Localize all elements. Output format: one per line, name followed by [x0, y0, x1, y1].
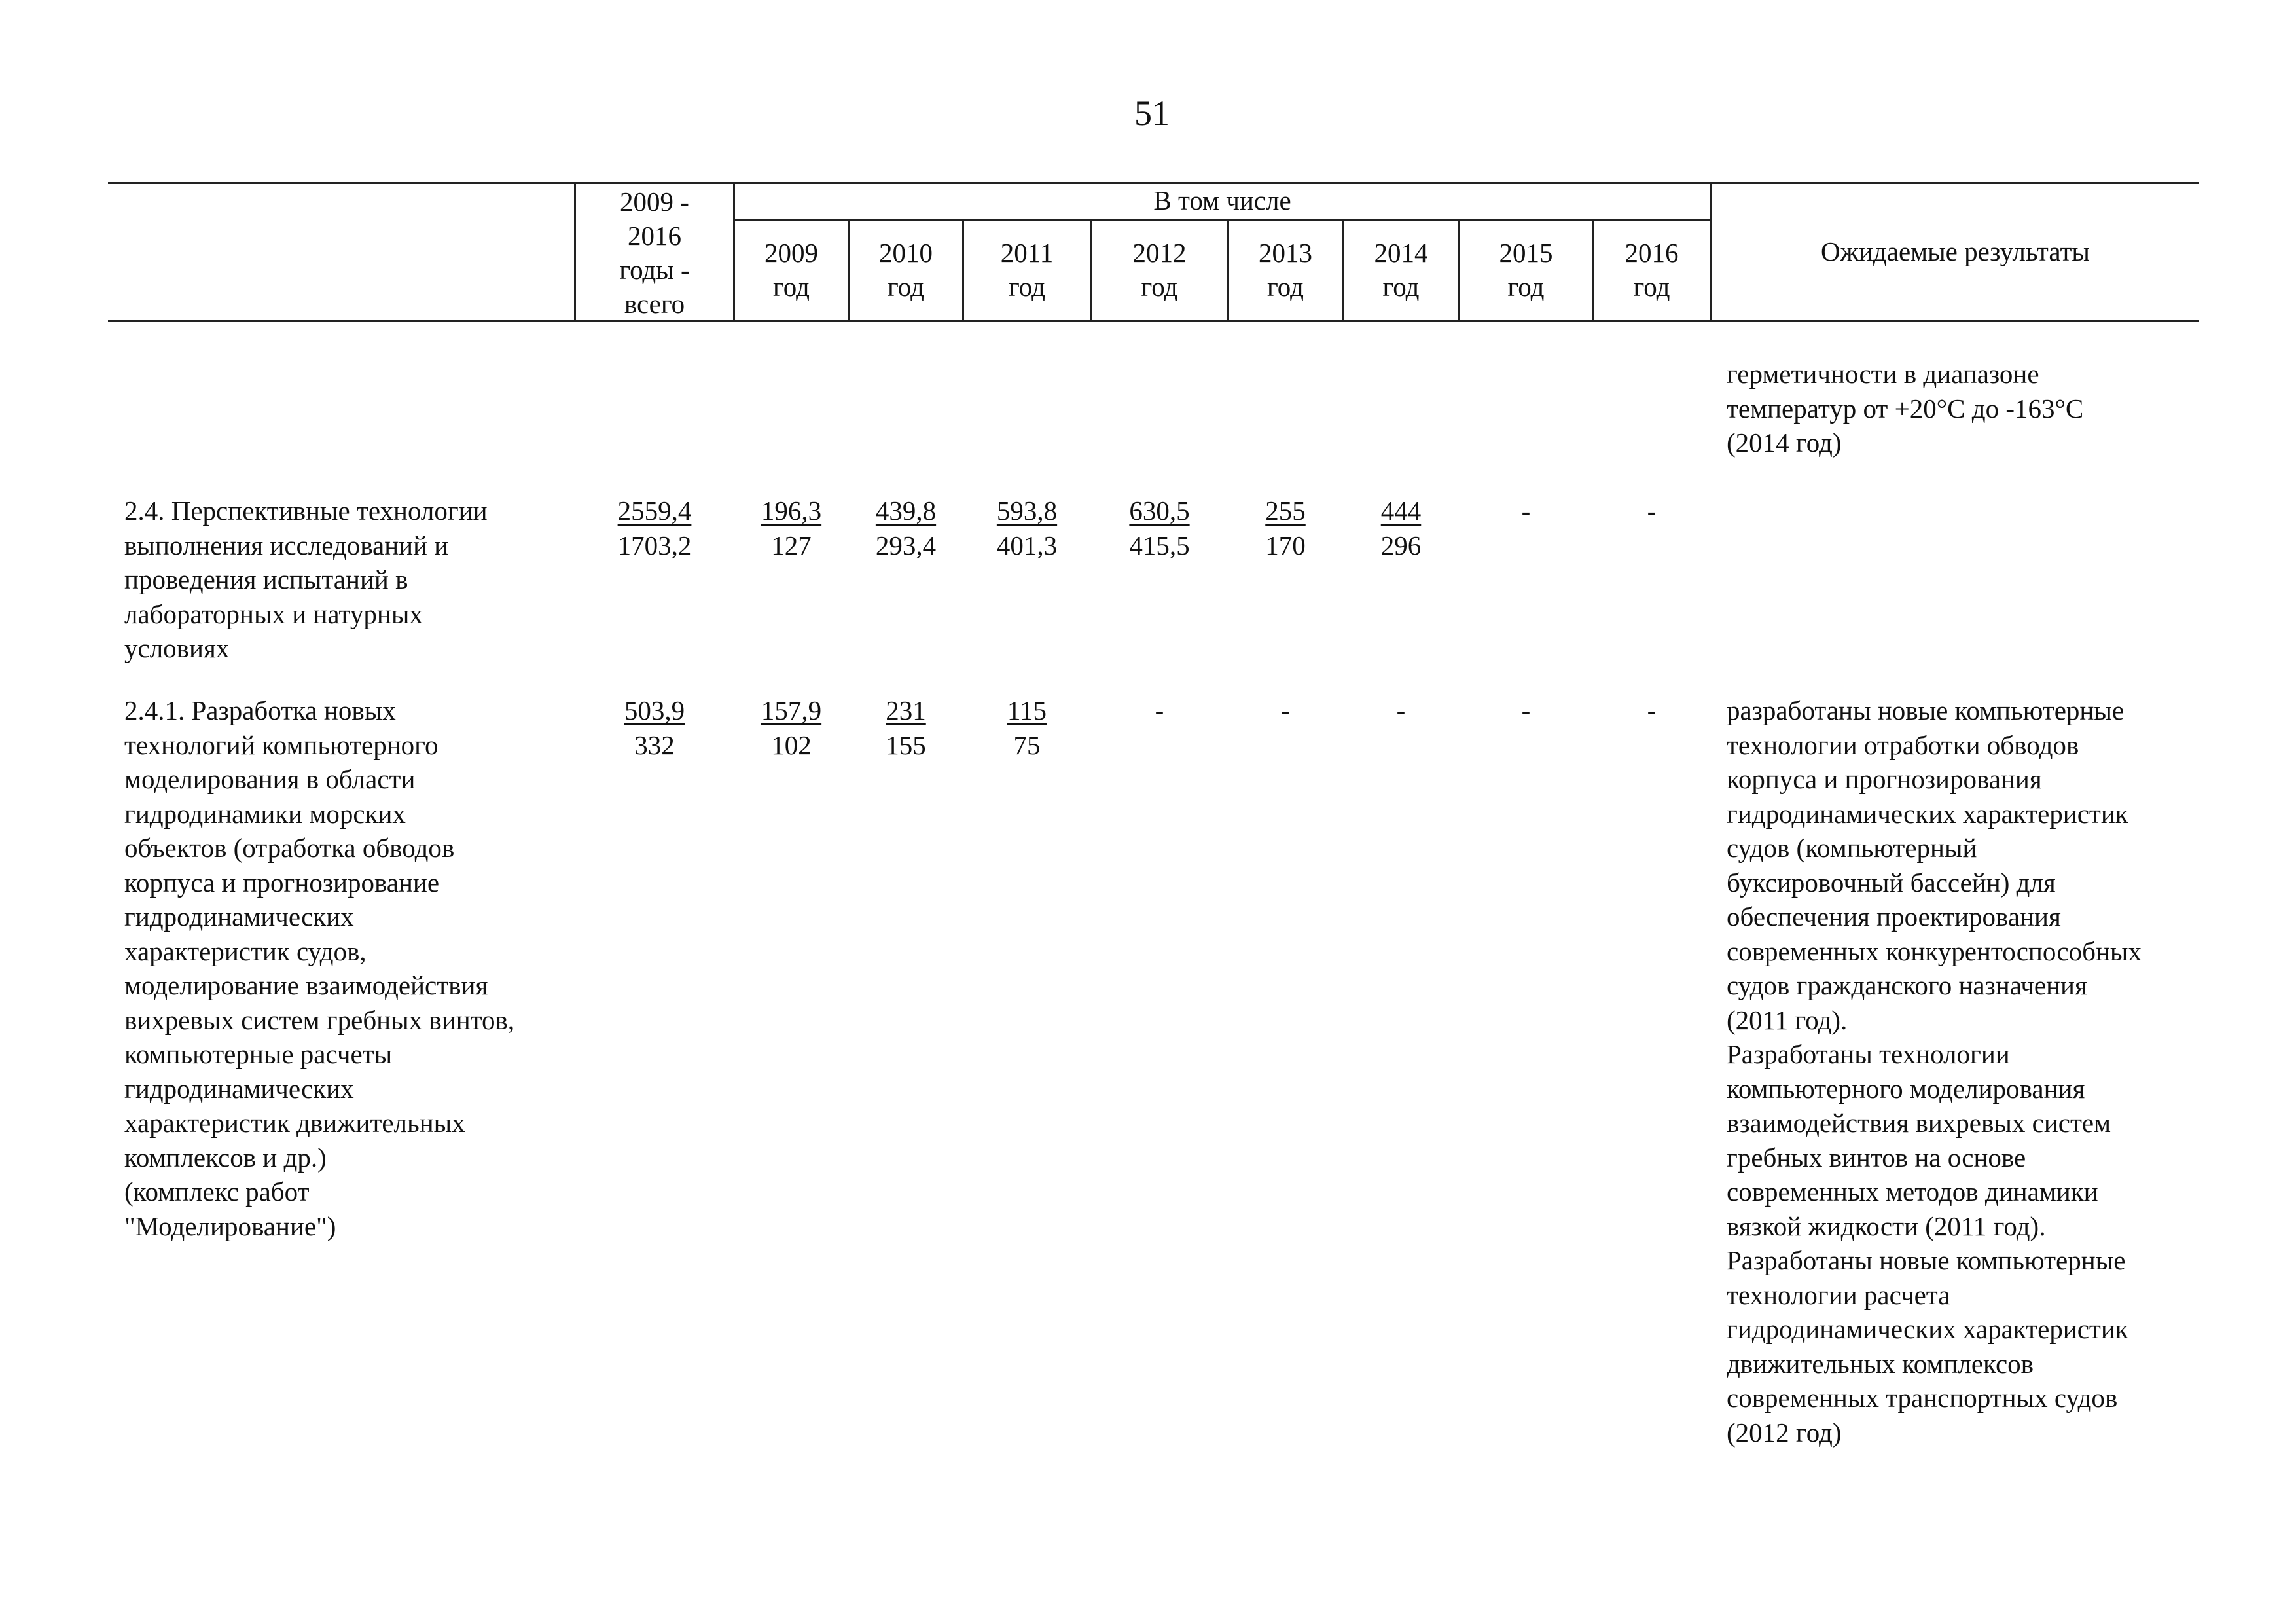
header-total-line: всего [624, 289, 685, 319]
row-2-4-year-2016: - [1647, 496, 1657, 526]
row-2-4-1-year-2009: 157,9 102 [761, 695, 822, 760]
continuation-results: герметичности в диапазоне температур от +20°С до -163°С (2014 год) [1727, 359, 2084, 458]
header-year-2014: 2014 год [1374, 238, 1428, 302]
header-results-title: Ожидаемые результаты [1821, 236, 2090, 266]
row-2-4-1-year-2015: - [1521, 695, 1531, 725]
row-2-4-year-2013: 255 170 [1265, 496, 1306, 560]
row-2-4-year-2010: 439,8 293,4 [875, 496, 937, 560]
row-2-4-year-2015: - [1521, 496, 1531, 526]
row-2-4-1-name: 2.4.1. Разработка новых технологий компьютерного моделирования в области гидродинамики морских объектов (отработка обводов корпуса и прогнозирование гидродинамических характеристик судов, моделирование взаимодействия вихревых систем гребных винтов, компьютерные расчеты гидродинамических характеристик движительных комплексов и др.) (комплекс работ "Моделирование") [124, 695, 515, 1241]
header-year-2013: 2013 год [1259, 238, 1312, 302]
header-year-2016: 2016 год [1624, 238, 1679, 302]
row-2-4-1-year-2010: 231 155 [886, 695, 926, 760]
row-2-4-1-year-2013: - [1281, 695, 1290, 725]
group-title-rule [733, 219, 1710, 221]
header-group-title: В том числе [1153, 185, 1291, 215]
row-2-4-1-year-2014: - [1396, 695, 1406, 725]
page-number: 51 [1134, 94, 1170, 133]
row-2-4-1-total: 503,9 332 [624, 695, 685, 760]
header-total-line: годы - [619, 255, 690, 285]
header-total-column [576, 185, 733, 321]
header-year-2011: 2011 год [1000, 238, 1054, 302]
row-2-4-1-year-2011: 115 75 [1007, 695, 1047, 760]
header-year-2012: 2012 год [1132, 238, 1187, 302]
row-2-4-year-2014: 444 296 [1380, 496, 1422, 560]
row-2-4-year-2011: 593,8 401,3 [996, 496, 1058, 560]
row-2-4-total: 2559,4 1703,2 [617, 496, 692, 560]
row-2-4-year-2012: 630,5 415,5 [1129, 496, 1190, 560]
header-year-2009: 2009 год [764, 238, 818, 302]
row-2-4-1-year-2016: - [1647, 695, 1657, 725]
row-2-4-1-year-2012: - [1155, 695, 1164, 725]
header-total-line: 2016 [628, 221, 681, 251]
row-2-4-year-2009: 196,3 127 [761, 496, 822, 560]
row-2-4-name: 2.4. Перспективные технологии выполнения исследований и проведения испытаний в лабораторных и натурных условиях [124, 496, 488, 663]
header-bottom-rule [108, 320, 2199, 322]
row-2-4-1-results: разработаны новые компьютерные технологии отработки обводов корпуса и прогнозирования гидродинамических характеристик судов (компьютерный буксировочный бассейн) для обеспечения проектирования современных конкурентоспособных судов гражданского назначения (2011 год). Разработаны технологии компьютерного моделирования взаимодействия вихревых систем гребных винтов на основе современных методов динамики вязкой жидкости (2011 год). Разработаны новые компьютерные технологии расчета гидродинамических характеристик движительных комплексов современных транспортных судов (2012 год) [1727, 695, 2142, 1448]
header-year-2010: 2010 год [879, 238, 933, 302]
header-total-line: 2009 - [620, 187, 689, 217]
header-year-2015: 2015 год [1499, 238, 1553, 302]
